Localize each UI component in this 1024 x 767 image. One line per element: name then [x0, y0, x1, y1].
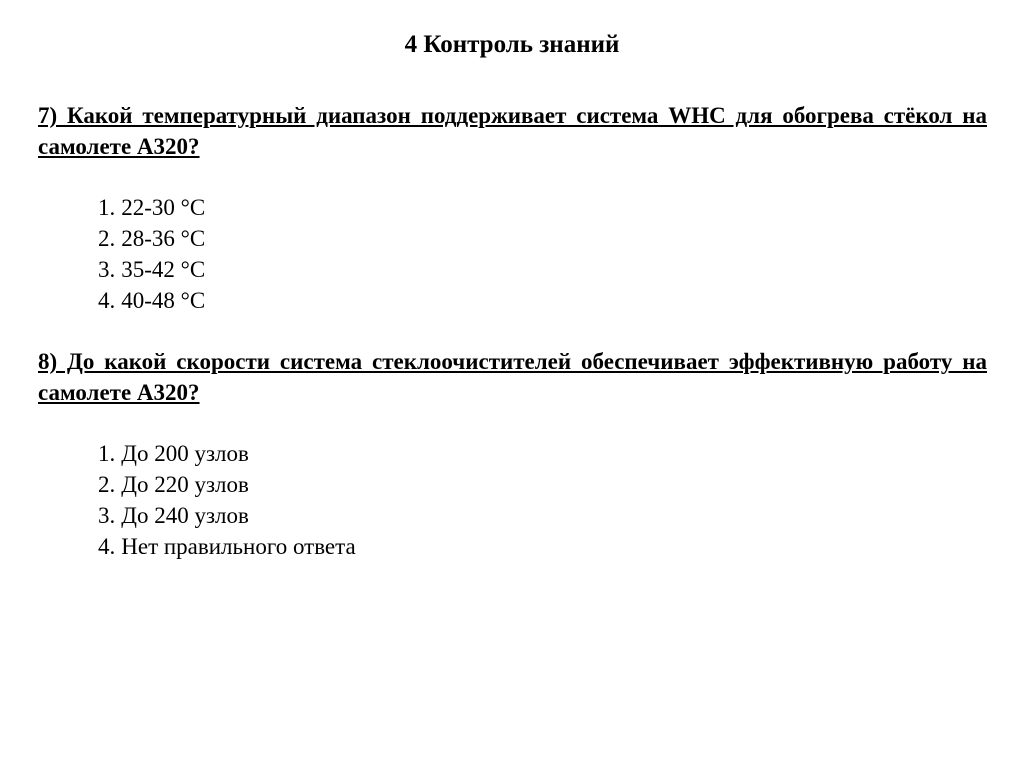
answer-text: Нет правильного ответа — [121, 534, 356, 559]
answer-number: 3. — [98, 503, 116, 528]
answer-text: 40-48 °C — [121, 288, 206, 313]
answer-text: До 200 узлов — [121, 441, 249, 466]
question-7-answers — [98, 192, 205, 316]
answer-text: 28-36 °C — [121, 226, 206, 251]
answer-number: 1. — [98, 195, 116, 220]
answer-number: 4. — [98, 534, 116, 559]
answer-number: 3. — [98, 257, 116, 282]
answer-option — [98, 500, 356, 531]
answer-number: 4. — [98, 288, 116, 313]
answer-option — [98, 469, 356, 500]
answer-option — [98, 438, 356, 469]
question-8-answers — [98, 438, 356, 562]
answer-text: 22-30 °C — [121, 195, 206, 220]
answer-text: 35-42 °C — [121, 257, 206, 282]
answer-option — [98, 531, 356, 562]
question-7-text: 7) Какой температурный диапазон поддерживает система WHC для обогрева стёкол на самолете А320? — [38, 103, 987, 159]
answer-option — [98, 285, 205, 316]
answer-number: 2. — [98, 226, 116, 251]
question-8-text: 8) До какой скорости система стеклоочистителей обеспечивает эффективную работу на самолете А320? — [38, 349, 987, 405]
answer-number: 2. — [98, 472, 116, 497]
page-title: 4 Контроль знаний — [404, 31, 620, 58]
answer-number: 1. — [98, 441, 116, 466]
answer-option — [98, 192, 205, 223]
answer-text: До 240 узлов — [121, 503, 249, 528]
answer-text: До 220 узлов — [121, 472, 249, 497]
answer-option — [98, 254, 205, 285]
answer-option — [98, 223, 205, 254]
